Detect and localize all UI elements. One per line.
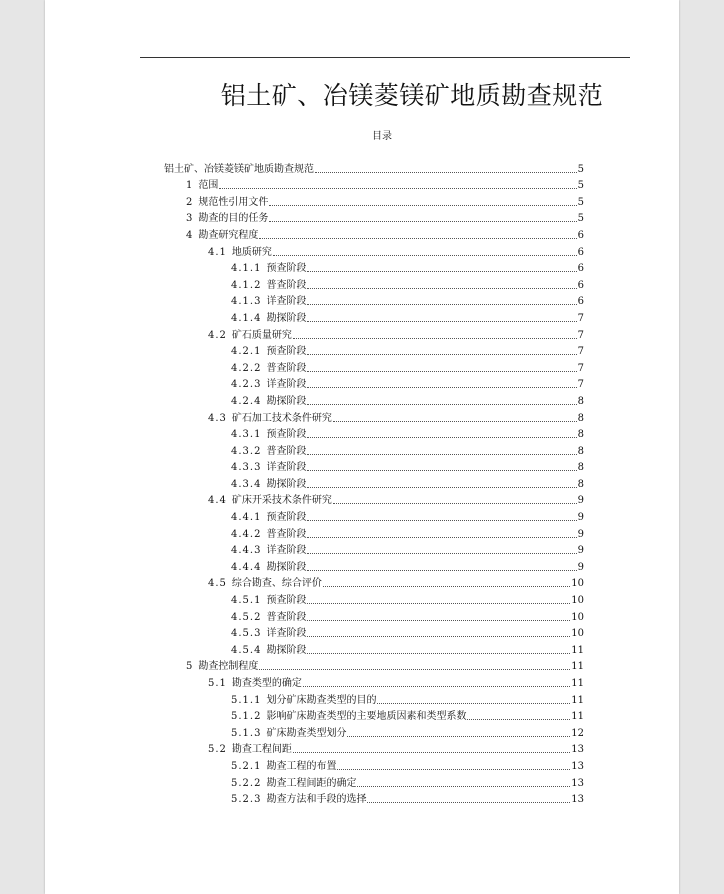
toc-entry-number: 4.3.3 [231,462,262,474]
toc-entry-page: 9 [577,495,584,507]
toc-leader-dots [307,404,576,405]
toc-entry[interactable] [164,225,584,242]
toc-entry-title: 预查阶段 [266,512,307,524]
toc-entry-number: 4.3.4 [231,478,262,490]
toc-entry-number: 4.4.3 [231,545,262,557]
toc-entry-number: 4.2.4 [231,395,262,407]
toc-leader-dots [333,503,577,504]
toc-entry-page: 10 [571,628,584,640]
toc-leader-dots [307,437,576,438]
toc-entry-page: 11 [571,644,584,656]
toc-leader-dots [367,802,570,803]
toc-entry[interactable] [164,723,584,740]
toc-entry-number: 4.4 [208,495,227,507]
toc-entry-title: 普查阶段 [266,611,307,623]
toc-entry[interactable] [164,159,584,176]
toc-entry-number: 4.3.2 [231,445,262,457]
toc-entry-page: 8 [577,395,584,407]
toc-entry[interactable] [164,790,584,807]
toc-entry-number: 4.5.1 [231,595,262,607]
toc-entry-number: 2 [186,196,194,208]
toc-entry-title: 详查阶段 [266,379,307,391]
toc-entry-number: 4.4.4 [231,561,262,573]
toc-entry-title: 规范性引用文件 [198,196,269,208]
toc-entry-number: 5.1.3 [231,727,262,739]
toc-entry-page: 8 [577,462,584,474]
toc-entry-title: 勘探阶段 [266,644,307,656]
toc-entry[interactable] [164,590,584,607]
toc-entry-page: 6 [577,279,584,291]
toc-entry[interactable] [164,425,584,442]
toc-entry[interactable] [164,707,584,724]
toc-entry-page: 8 [577,429,584,441]
toc-entry[interactable] [164,557,584,574]
toc-leader-dots [307,620,570,621]
toc-entry-page: 13 [571,760,584,772]
toc-entry-number: 4.1 [208,246,227,258]
toc-entry[interactable] [164,275,584,292]
toc-entry-page: 7 [577,312,584,324]
toc-entry-page: 9 [577,561,584,573]
toc-heading: 目录 [372,131,392,142]
toc-leader-dots [357,786,570,787]
toc-entry[interactable] [164,624,584,641]
toc-entry[interactable] [164,574,584,591]
toc-leader-dots [323,586,570,587]
table-of-contents [164,159,584,806]
toc-entry-page: 6 [577,263,584,275]
toc-leader-dots [219,188,576,189]
toc-entry-page: 6 [577,296,584,308]
toc-leader-dots [307,271,576,272]
header-rule [140,57,630,58]
toc-entry[interactable] [164,209,584,226]
toc-leader-dots [337,769,570,770]
toc-entry[interactable] [164,441,584,458]
toc-entry[interactable] [164,308,584,325]
toc-leader-dots [307,321,576,322]
toc-entry[interactable] [164,507,584,524]
toc-entry-number: 4.2.3 [231,379,262,391]
toc-leader-dots [273,255,577,256]
toc-entry-title: 详查阶段 [266,296,307,308]
toc-entry[interactable] [164,640,584,657]
toc-entry[interactable] [164,342,584,359]
toc-entry-title: 勘探阶段 [266,478,307,490]
toc-entry-title: 影响矿床勘查类型的主要地质因素和类型系数 [266,711,467,723]
toc-entry-title: 预查阶段 [266,429,307,441]
toc-entry-page: 6 [577,246,584,258]
toc-leader-dots [259,669,570,670]
toc-entry-page: 7 [577,362,584,374]
toc-entry-page: 9 [577,528,584,540]
toc-entry-number: 4.5.4 [231,644,262,656]
toc-leader-dots [307,653,570,654]
toc-entry-page: 7 [577,329,584,341]
toc-entry[interactable] [164,541,584,558]
toc-leader-dots [307,470,576,471]
toc-entry-title: 普查阶段 [266,279,307,291]
toc-entry-page: 10 [571,611,584,623]
toc-entry-number: 4.4.2 [231,528,262,540]
toc-entry[interactable] [164,358,584,375]
toc-entry[interactable] [164,391,584,408]
toc-entry-title: 划分矿床勘查类型的目的 [266,694,377,706]
toc-entry[interactable] [164,176,584,193]
toc-leader-dots [269,205,576,206]
toc-leader-dots [307,354,576,355]
toc-entry-number: 4.5 [208,578,227,590]
toc-entry-page: 5 [577,180,584,192]
toc-entry[interactable] [164,756,584,773]
toc-entry-title: 矿石质量研究 [231,329,292,341]
toc-leader-dots [293,752,570,753]
toc-entry-page: 7 [577,346,584,358]
toc-entry-page: 8 [577,412,584,424]
document-page [45,0,679,894]
toc-entry-number: 4.2.2 [231,362,262,374]
toc-entry-page: 11 [571,694,584,706]
toc-entry[interactable] [164,474,584,491]
toc-leader-dots [307,454,576,455]
toc-entry-page: 10 [571,578,584,590]
toc-entry-title: 普查阶段 [266,445,307,457]
toc-entry-page: 5 [577,163,584,175]
toc-entry-title: 勘查工程间距 [231,744,292,756]
toc-entry-number: 5.2.2 [231,777,262,789]
toc-entry-page: 8 [577,445,584,457]
toc-entry-title: 预查阶段 [266,595,307,607]
toc-entry-number: 4.3 [208,412,227,424]
toc-leader-dots [307,487,576,488]
toc-entry-number: 4.5.3 [231,628,262,640]
document-title: 铝土矿、冶镁菱镁矿地质勘查规范 [220,81,604,110]
toc-entry-page: 6 [577,229,584,241]
toc-entry-page: 11 [571,711,584,723]
toc-entry-title: 预查阶段 [266,263,307,275]
toc-entry-title: 勘查方法和手段的选择 [266,794,367,806]
toc-entry-page: 9 [577,512,584,524]
toc-entry-page: 8 [577,478,584,490]
toc-entry-number: 5.2 [208,744,227,756]
toc-entry-page: 13 [571,744,584,756]
toc-entry-number: 5 [186,661,194,673]
toc-entry-number: 4.1.1 [231,263,262,275]
toc-entry[interactable] [164,690,584,707]
toc-entry[interactable] [164,192,584,209]
toc-entry-title: 矿石加工技术条件研究 [231,412,332,424]
toc-entry-number: 1 [186,180,194,192]
toc-entry-title: 勘探阶段 [266,312,307,324]
toc-entry-number: 4 [186,229,194,241]
toc-entry-page: 5 [577,196,584,208]
toc-leader-dots [307,520,576,521]
toc-entry-number: 4.1.2 [231,279,262,291]
toc-entry-page: 13 [571,794,584,806]
toc-leader-dots [315,172,577,173]
toc-entry-page: 5 [577,213,584,225]
toc-entry[interactable] [164,657,584,674]
toc-entry[interactable] [164,375,584,392]
toc-entry-title: 预查阶段 [266,346,307,358]
toc-entry-page: 10 [571,595,584,607]
toc-entry-title: 铝土矿、冶镁菱镁矿地质勘查规范 [164,163,314,175]
toc-entry-title: 勘查控制程度 [198,661,259,673]
toc-leader-dots [347,736,570,737]
toc-leader-dots [307,371,576,372]
toc-entry-title: 勘探阶段 [266,395,307,407]
toc-entry-number: 5.1 [208,678,227,689]
toc-leader-dots [307,636,570,637]
toc-entry-page: 11 [571,678,584,689]
toc-leader-dots [307,304,576,305]
toc-entry[interactable] [164,259,584,276]
toc-entry-title: 矿床勘查类型划分 [266,727,347,739]
toc-entry-page: 11 [571,661,584,673]
toc-leader-dots [307,553,576,554]
toc-leader-dots [377,703,570,704]
toc-leader-dots [333,421,577,422]
toc-entry[interactable] [164,325,584,342]
toc-entry[interactable] [164,773,584,790]
toc-leader-dots [269,221,576,222]
toc-entry-number: 5.2.3 [231,794,262,806]
toc-entry-number: 5.2.1 [231,760,262,772]
toc-entry[interactable] [164,408,584,425]
toc-entry-title: 勘查工程间距的确定 [266,777,357,789]
toc-entry-title: 勘查研究程度 [198,229,259,241]
toc-entry-title: 详查阶段 [266,545,307,557]
toc-entry-number: 5.1.1 [231,694,262,706]
toc-entry-title: 详查阶段 [266,628,307,640]
toc-entry-title: 普查阶段 [266,528,307,540]
toc-entry-number: 4.3.1 [231,429,262,441]
toc-entry-title: 勘查类型的确定 [231,678,302,689]
toc-entry-title: 详查阶段 [266,462,307,474]
toc-entry-number: 3 [186,213,194,225]
toc-leader-dots [293,338,577,339]
toc-leader-dots [307,387,576,388]
toc-leader-dots [303,686,570,687]
toc-entry[interactable] [164,242,584,259]
toc-entry-title: 勘探阶段 [266,561,307,573]
toc-entry-title: 地质研究 [231,246,272,258]
toc-entry[interactable] [164,524,584,541]
toc-entry-number: 4.2 [208,329,227,341]
toc-entry[interactable] [164,673,584,690]
toc-leader-dots [307,603,570,604]
toc-entry-page: 13 [571,777,584,789]
toc-entry-number: 4.4.1 [231,512,262,524]
toc-entry-page: 7 [577,379,584,391]
toc-entry-title: 综合勘查、综合评价 [231,578,322,590]
toc-leader-dots [307,537,576,538]
toc-entry-page: 9 [577,545,584,557]
toc-entry[interactable] [164,491,584,508]
toc-entry-number: 4.1.3 [231,296,262,308]
toc-entry-title: 普查阶段 [266,362,307,374]
toc-entry-number: 4.5.2 [231,611,262,623]
toc-entry-number: 4.1.4 [231,312,262,324]
toc-entry-number: 5.1.2 [231,711,262,723]
toc-leader-dots [307,288,576,289]
toc-entry-number: 4.2.1 [231,346,262,358]
toc-leader-dots [307,570,576,571]
toc-entry-title: 矿床开采技术条件研究 [231,495,332,507]
toc-entry[interactable] [164,740,584,757]
toc-entry[interactable] [164,607,584,624]
toc-leader-dots [259,238,576,239]
toc-entry-page: 12 [571,727,584,739]
toc-entry-title: 范围 [198,180,219,192]
toc-entry-title: 勘查工程的布置 [266,760,337,772]
toc-entry[interactable] [164,458,584,475]
toc-entry-title: 勘查的目的任务 [198,213,269,225]
toc-leader-dots [467,719,570,720]
toc-entry[interactable] [164,292,584,309]
